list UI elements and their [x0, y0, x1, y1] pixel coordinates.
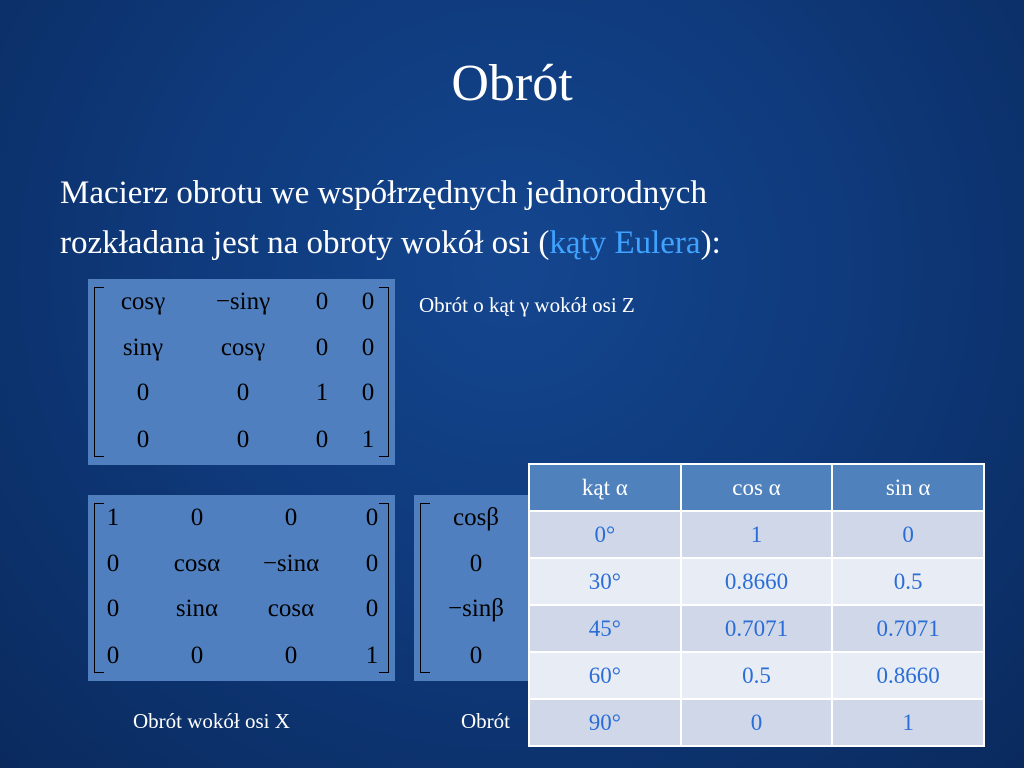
table-row — [529, 605, 984, 652]
matrix-cell: 0 — [284, 642, 298, 669]
matrix-cell: 0 — [365, 550, 379, 577]
caption-rotation-x: Obrót wokół osi X — [133, 709, 290, 733]
caption-rotation-y: Obrót — [461, 709, 510, 733]
table-cell: 1 — [832, 699, 984, 746]
matrix-cell: 0 — [190, 642, 204, 669]
table-cell: 30° — [529, 558, 681, 605]
matrix-rotation-z — [88, 279, 395, 465]
table-cell: 0 — [832, 511, 984, 558]
matrix-cell: 0 — [365, 504, 379, 531]
body-line-1: Macierz obrotu we współrzędnych jednorodnych — [60, 175, 707, 211]
matrix-cell: 0 — [469, 550, 483, 577]
table-cell: 60° — [529, 652, 681, 699]
matrix-cell: 0 — [106, 550, 120, 577]
matrix-cell: 0 — [136, 379, 150, 406]
matrix-cell: 1 — [106, 504, 120, 531]
matrix-cell: cosα — [173, 550, 221, 577]
matrix-cell: 0 — [236, 426, 250, 453]
table-header: cos α — [681, 464, 833, 511]
angle-table — [528, 463, 985, 747]
table-cell: 0.5 — [832, 558, 984, 605]
matrix-cell: cosα — [267, 595, 315, 622]
matrix-cell: 0 — [315, 334, 329, 361]
table-cell: 45° — [529, 605, 681, 652]
matrix-cell: 1 — [361, 426, 375, 453]
table-cell: 0.7071 — [832, 605, 984, 652]
table-cell: 1 — [681, 511, 833, 558]
matrix-cell: cosγ — [120, 288, 166, 315]
matrix-cell: 0 — [106, 642, 120, 669]
body-line-2 — [60, 218, 990, 268]
matrix-cell: 0 — [361, 379, 375, 406]
table-cell: 0.7071 — [681, 605, 833, 652]
body-line-2-end: ): — [700, 225, 721, 261]
matrix-cell: 1 — [315, 379, 329, 406]
table-row — [529, 652, 984, 699]
table-header-row — [529, 464, 984, 511]
table-header: sin α — [832, 464, 984, 511]
matrix-cell: 1 — [365, 642, 379, 669]
matrix-cell: 0 — [190, 504, 204, 531]
matrix-cell: 0 — [361, 288, 375, 315]
matrix-cell: 0 — [284, 504, 298, 531]
matrix-cell: 0 — [236, 379, 250, 406]
matrix-cell: 0 — [469, 642, 483, 669]
matrix-cell: 0 — [361, 334, 375, 361]
table-row — [529, 558, 984, 605]
table-row — [529, 699, 984, 746]
table-cell: 0.5 — [681, 652, 833, 699]
matrix-rotation-y — [414, 495, 528, 681]
table-header: kąt α — [529, 464, 681, 511]
slide-title: Obrót — [451, 55, 573, 112]
matrix-cell: 0 — [315, 426, 329, 453]
body-text — [60, 168, 990, 268]
table-cell: 0.8660 — [832, 652, 984, 699]
matrix-cell: −sinγ — [215, 288, 271, 315]
table-row — [529, 511, 984, 558]
matrix-cell: −sinβ — [448, 595, 504, 622]
matrix-cell: −sinα — [262, 550, 320, 577]
matrix-rotation-x — [88, 495, 395, 681]
body-line-2-start: rozkładana jest na obroty wokół osi ( — [60, 225, 550, 261]
table-cell: 0° — [529, 511, 681, 558]
matrix-cell: 0 — [106, 595, 120, 622]
matrix-cell: 0 — [315, 288, 329, 315]
euler-angles-link[interactable]: kąty Eulera — [549, 225, 701, 261]
caption-rotation-z: Obrót o kąt γ wokół osi Z — [419, 293, 635, 317]
matrix-cell: cosγ — [220, 334, 266, 361]
matrix-cell: 0 — [365, 595, 379, 622]
matrix-cell: sinγ — [122, 334, 164, 361]
matrix-cell: 0 — [136, 426, 150, 453]
table-cell: 0 — [681, 699, 833, 746]
table-cell: 90° — [529, 699, 681, 746]
table-cell: 0.8660 — [681, 558, 833, 605]
matrix-cell: cosβ — [452, 504, 500, 531]
matrix-cell: sinα — [175, 595, 219, 622]
